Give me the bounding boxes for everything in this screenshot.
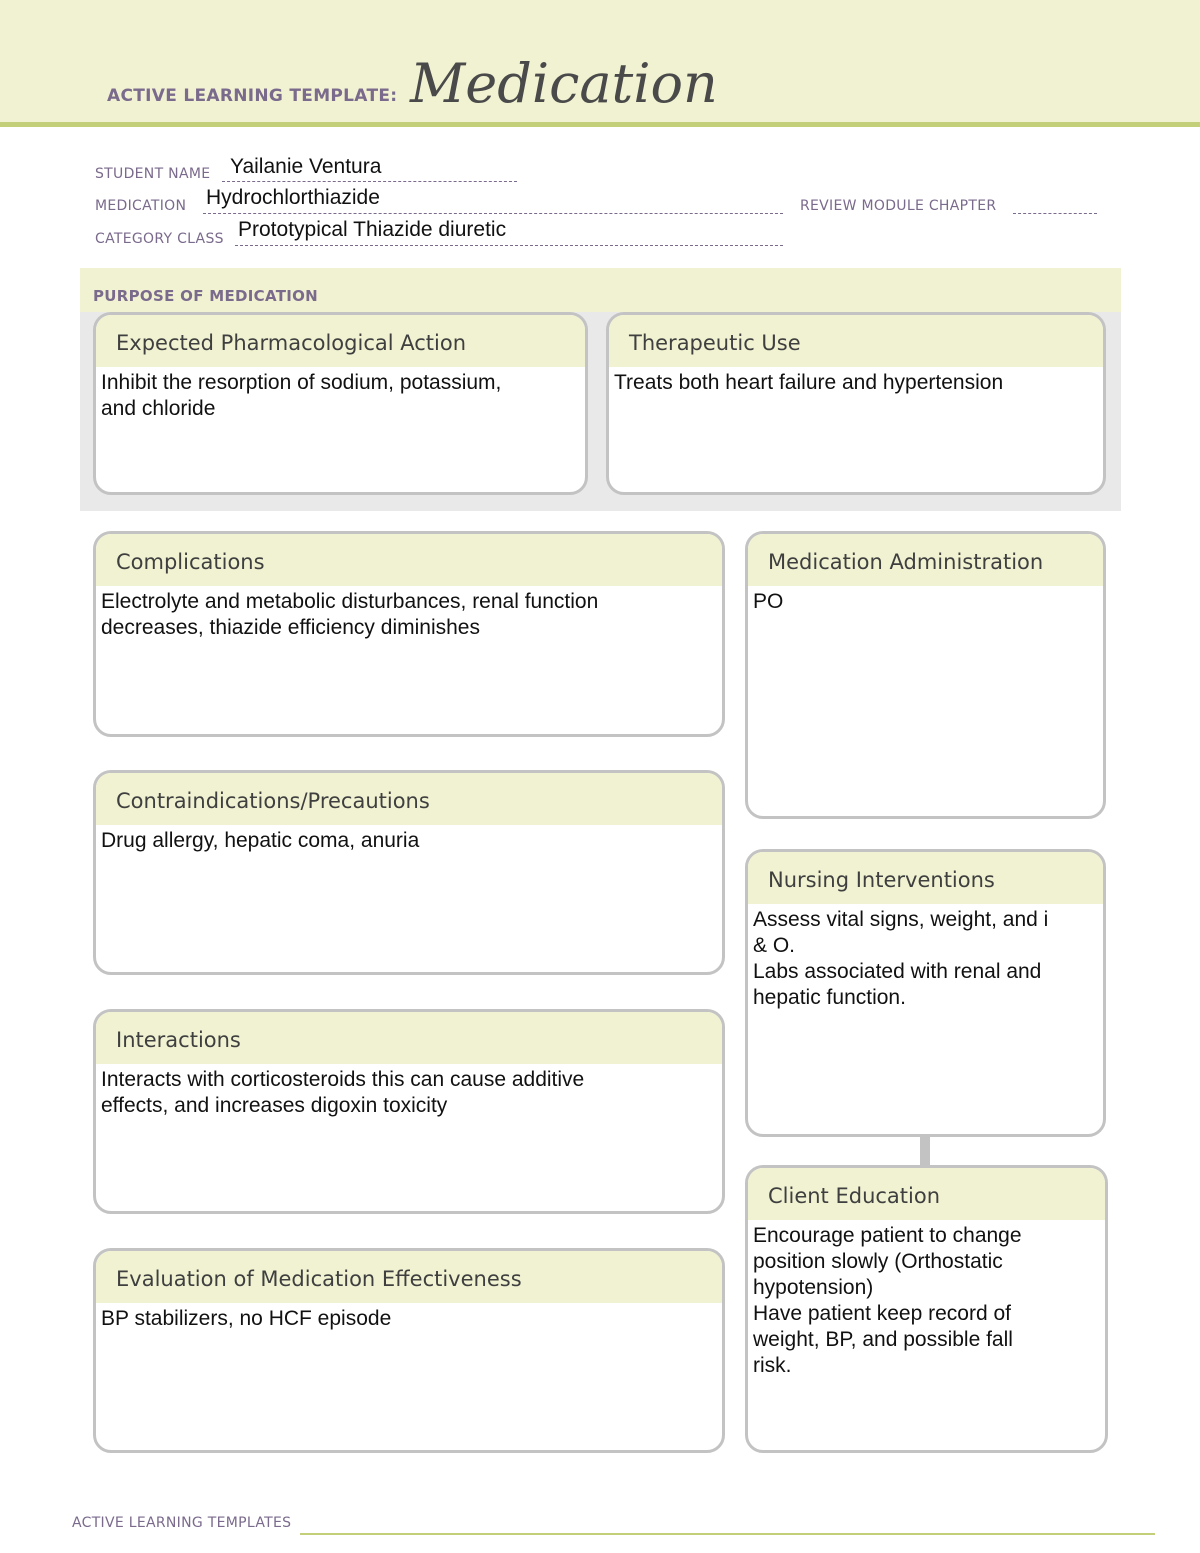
template-label: ACTIVE LEARNING TEMPLATE: — [107, 86, 398, 106]
medication-value[interactable]: Hydrochlorthiazide — [206, 186, 380, 209]
box-title: Medication Administration — [748, 534, 1103, 586]
student-name-value[interactable]: Yailanie Ventura — [230, 155, 382, 178]
box-title: Interactions — [96, 1012, 722, 1064]
box-title: Therapeutic Use — [609, 315, 1103, 367]
medication-line — [203, 213, 783, 214]
purpose-heading: PURPOSE OF MEDICATION — [93, 287, 319, 305]
footer-label: ACTIVE LEARNING TEMPLATES — [72, 1515, 292, 1531]
interactions-text[interactable]: Interacts with corticosteroids this can cause additive effects, and increases digoxin toxicity — [101, 1068, 585, 1117]
client-education-text[interactable]: Encourage patient to change position slowly (Orthostatic hypotension) Have patient keep record of weight, BP, and possible fall risk. — [753, 1224, 1022, 1377]
page-title: Medication — [410, 52, 718, 115]
therapeutic-use-box — [606, 312, 1106, 495]
box-title: Evaluation of Medication Effectiveness — [96, 1251, 722, 1303]
contraindications-text[interactable]: Drug allergy, hepatic coma, anuria — [101, 829, 420, 852]
nursing-interventions-text[interactable]: Assess vital signs, weight, and i & O. Labs associated with renal and hepatic function. — [753, 908, 1049, 1009]
complications-box — [93, 531, 725, 737]
student-name-label: STUDENT NAME — [95, 166, 211, 182]
client-education-box — [745, 1165, 1108, 1453]
review-module-chapter-line[interactable] — [1013, 213, 1097, 214]
expected-action-box — [93, 312, 588, 495]
header-divider — [0, 122, 1200, 127]
medication-label: MEDICATION — [95, 198, 187, 214]
evaluation-box — [93, 1248, 725, 1453]
complications-text[interactable]: Electrolyte and metabolic disturbances, renal function decreases, thiazide efficiency diminishes — [101, 590, 599, 639]
box-title: Expected Pharmacological Action — [96, 315, 585, 367]
medication-administration-box — [745, 531, 1106, 819]
nursing-interventions-box — [745, 849, 1106, 1137]
evaluation-text[interactable]: BP stabilizers, no HCF episode — [101, 1307, 392, 1330]
interactions-box — [93, 1009, 725, 1214]
contraindications-box — [93, 770, 725, 975]
box-title: Complications — [96, 534, 722, 586]
footer-divider — [300, 1533, 1155, 1535]
medication-administration-text[interactable]: PO — [753, 590, 784, 613]
therapeutic-use-text[interactable]: Treats both heart failure and hypertension — [614, 371, 1004, 394]
box-title: Client Education — [748, 1168, 1105, 1220]
box-connector — [920, 1135, 930, 1167]
expected-action-text[interactable]: Inhibit the resorption of sodium, potassium, and chloride — [101, 371, 502, 420]
category-class-label: CATEGORY CLASS — [95, 231, 224, 247]
category-class-value[interactable]: Prototypical Thiazide diuretic — [238, 218, 507, 241]
category-class-line — [235, 245, 783, 246]
box-title: Contraindications/Precautions — [96, 773, 722, 825]
review-module-chapter-label: REVIEW MODULE CHAPTER — [800, 198, 997, 214]
student-name-line — [222, 181, 517, 182]
box-title: Nursing Interventions — [748, 852, 1103, 904]
